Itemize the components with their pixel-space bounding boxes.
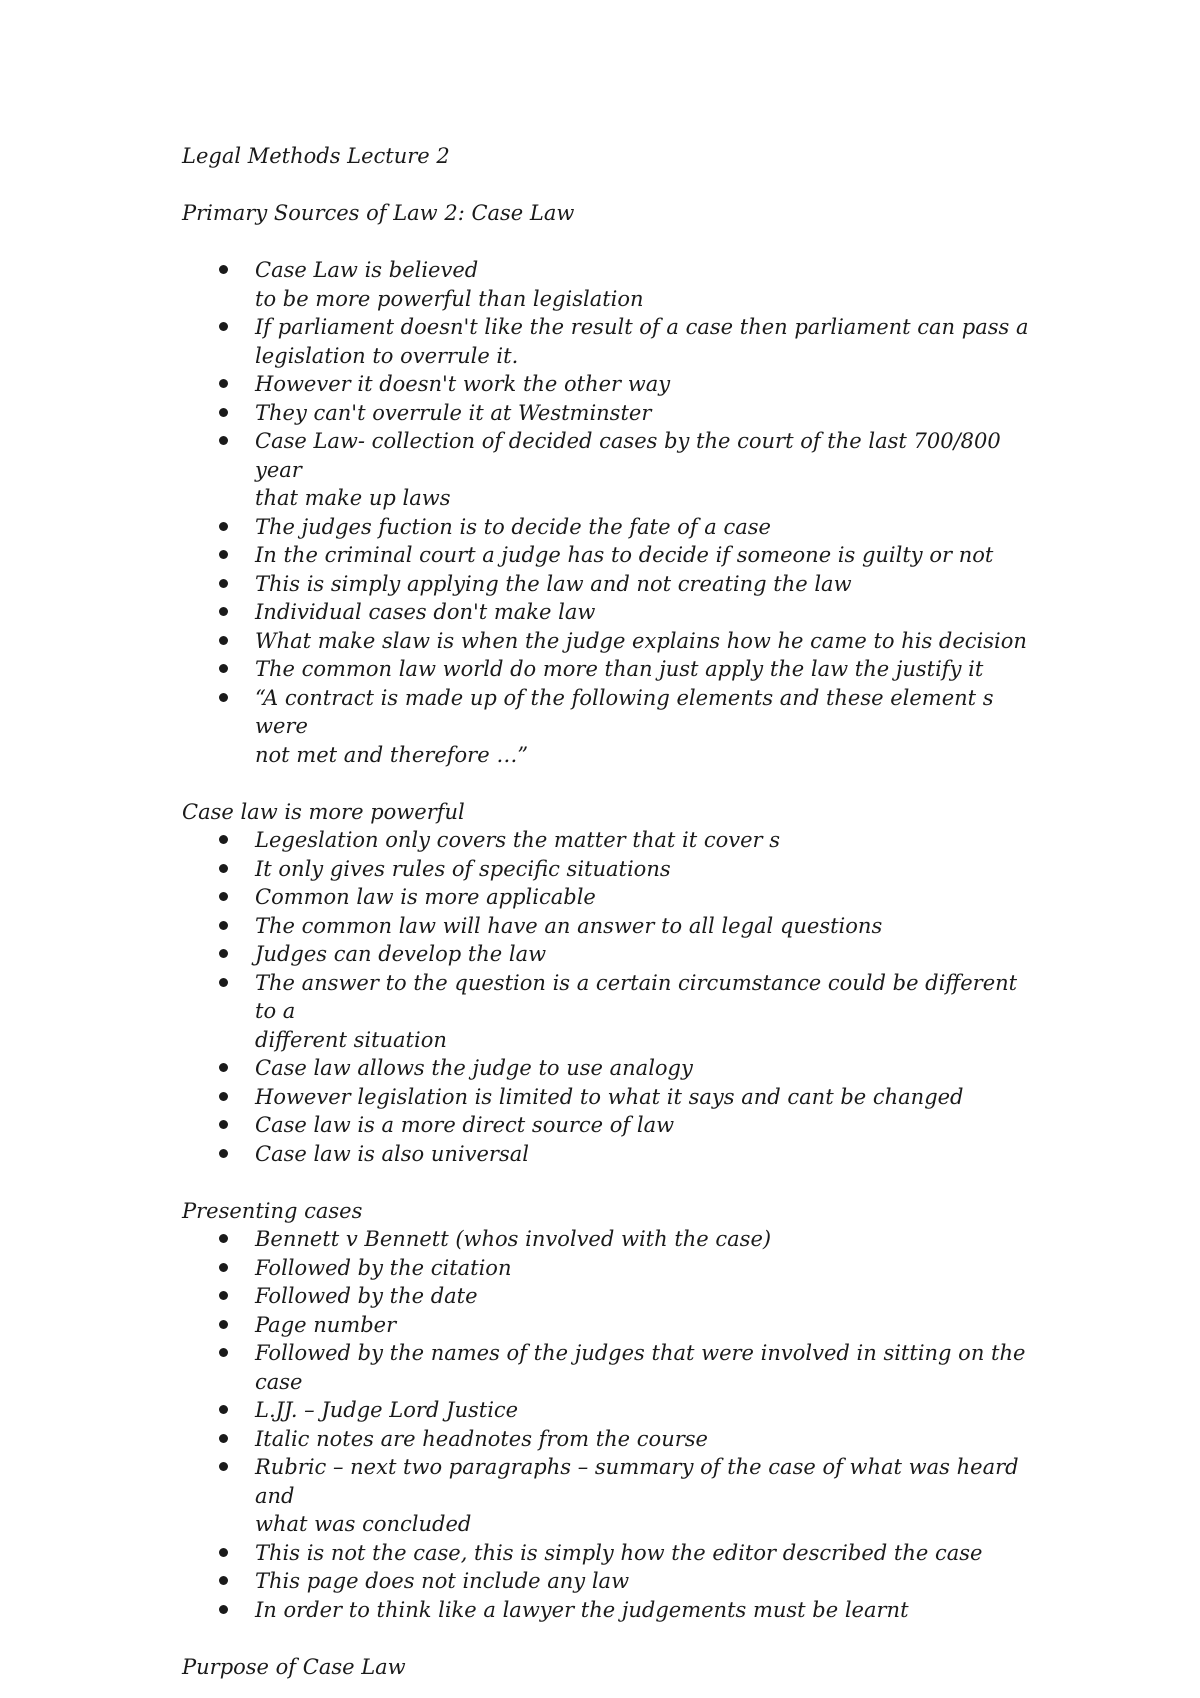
bullet-icon — [219, 1348, 228, 1357]
intro-bullet-list — [182, 256, 1042, 769]
list-item — [182, 427, 1042, 513]
list-item-text: Case law is also universal — [255, 1141, 529, 1166]
list-item-text: Italic notes are headnotes from the course — [255, 1426, 708, 1451]
bullet-icon — [219, 1063, 228, 1072]
bullet-icon — [219, 408, 228, 417]
bullet-icon — [219, 664, 228, 673]
bullet-icon — [219, 1149, 228, 1158]
bullet-icon — [219, 1092, 228, 1101]
list-item — [182, 370, 1042, 399]
list-item-text: In order to think like a lawyer the judgements must be learnt — [255, 1597, 909, 1622]
bullet-icon — [219, 1405, 228, 1414]
bullet-icon — [219, 1605, 228, 1614]
list-item-text: Case Law- collection of decided cases by the court of the last 700/800 year — [255, 429, 1001, 482]
document-page — [182, 142, 1042, 1681]
list-item — [182, 1567, 1042, 1596]
list-item — [182, 627, 1042, 656]
list-item — [182, 1282, 1042, 1311]
list-item — [182, 256, 1042, 313]
bullet-icon — [219, 1462, 228, 1471]
list-item — [182, 1083, 1042, 1112]
list-item-text: to be more powerful than legislation — [255, 286, 644, 311]
list-item-text: Case law allows the judge to use analogy — [255, 1056, 693, 1080]
bullet-icon — [219, 607, 228, 616]
list-item — [182, 541, 1042, 570]
list-item — [182, 969, 1042, 1055]
list-item-text: The common law world do more than just apply the law the justify it — [255, 657, 984, 681]
list-item-text: different situation — [255, 1027, 447, 1052]
list-item-text: Page number — [255, 1312, 397, 1337]
list-item-text: However it doesn't work the other way — [255, 372, 671, 396]
list-item-text: Case law is a more direct source of law — [255, 1113, 675, 1137]
list-item-text: Individual cases don't make law — [255, 600, 596, 624]
bullet-icon — [219, 1263, 228, 1272]
bullet-icon — [219, 636, 228, 645]
list-item — [182, 1453, 1042, 1539]
list-item — [182, 855, 1042, 884]
list-item — [182, 1425, 1042, 1454]
list-item — [182, 598, 1042, 627]
list-item-text: This page does not include any law — [255, 1569, 630, 1593]
list-item — [182, 513, 1042, 542]
bullet-icon — [219, 522, 228, 531]
list-item-text: Rubric – next two paragraphs – summary of the case of what was heard and — [255, 1455, 1019, 1508]
bullet-icon — [219, 835, 228, 844]
list-item — [182, 1254, 1042, 1283]
presenting-bullet-list — [182, 1225, 1042, 1624]
list-item — [182, 684, 1042, 770]
list-item — [182, 1396, 1042, 1425]
list-item-text: not met and therefore …” — [255, 742, 529, 767]
bullet-icon — [219, 1291, 228, 1300]
section-heading-presenting: Presenting cases — [182, 1198, 363, 1223]
list-item-text: “A contract is made up of the following elements and these element s were — [255, 685, 994, 738]
list-item-text: However legislation is limited to what it says and cant be changed — [255, 1084, 964, 1109]
list-item — [182, 1054, 1042, 1083]
bullet-icon — [219, 550, 228, 559]
list-item-text: If parliament doesn't like the result of a case then parliament can pass a — [255, 315, 1029, 339]
list-item-text: Bennett v Bennett (whos involved with the case) — [255, 1227, 772, 1251]
list-item-text: The judges fuction is to decide the fate of a case — [255, 514, 771, 539]
bullet-icon — [219, 949, 228, 958]
bullet-icon — [219, 579, 228, 588]
list-item-text: The answer to the question is a certain circumstance could be different to a — [255, 970, 1018, 1023]
list-item-text: Judges can develop the law — [255, 942, 547, 966]
list-item — [182, 1225, 1042, 1254]
list-item-text: This is simply applying the law and not creating the law — [255, 571, 852, 596]
list-item-text: In the criminal court a judge has to decide if someone is guilty or not — [255, 543, 994, 567]
section-heading-purpose: Purpose of Case Law — [182, 1654, 406, 1679]
bullet-icon — [219, 322, 228, 331]
list-item — [182, 940, 1042, 969]
list-item — [182, 570, 1042, 599]
bullet-icon — [219, 379, 228, 388]
list-item-text: Common law is more applicable — [255, 885, 596, 909]
list-item — [182, 399, 1042, 428]
list-item-text: What make slaw is when the judge explains how he came to his decision — [255, 628, 1027, 653]
document-title: Legal Methods Lecture 2 — [182, 144, 450, 168]
bullet-icon — [219, 1234, 228, 1243]
bullet-icon — [219, 1120, 228, 1129]
bullet-icon — [219, 864, 228, 873]
list-item-text: They can't overrule it at Westminster — [255, 400, 652, 425]
bullet-icon — [219, 1576, 228, 1585]
bullet-icon — [219, 693, 228, 702]
list-item-text: Legeslation only covers the matter that it cover s — [255, 828, 780, 852]
document-subtitle: Primary Sources of Law 2: Case Law — [182, 201, 575, 225]
list-item-text: that make up laws — [255, 486, 451, 510]
list-item — [182, 883, 1042, 912]
list-item-text: L.JJ. – Judge Lord Justice — [255, 1398, 519, 1422]
bullet-icon — [219, 265, 228, 274]
list-item-text: Followed by the citation — [255, 1255, 512, 1280]
list-item — [182, 1140, 1042, 1169]
list-item — [182, 1111, 1042, 1140]
list-item-text: legislation to overrule it. — [255, 343, 519, 368]
list-item — [182, 912, 1042, 941]
list-item-text: Case Law is believed — [255, 258, 479, 282]
bullet-icon — [219, 1548, 228, 1557]
list-item — [182, 1539, 1042, 1568]
list-item-text: The common law will have an answer to all legal questions — [255, 913, 883, 938]
bullet-icon — [219, 892, 228, 901]
section-heading-powerful: Case law is more powerful — [182, 799, 465, 824]
bullet-icon — [219, 978, 228, 987]
list-item — [182, 826, 1042, 855]
list-item-text: Followed by the names of the judges that were involved in sitting on the case — [255, 1341, 1026, 1394]
bullet-icon — [219, 1320, 228, 1329]
bullet-icon — [219, 921, 228, 930]
list-item — [182, 655, 1042, 684]
list-item — [182, 1339, 1042, 1396]
list-item-text: It only gives rules of specific situations — [255, 856, 671, 881]
list-item — [182, 313, 1042, 370]
list-item — [182, 1311, 1042, 1340]
list-item-text: what was concluded — [255, 1512, 472, 1536]
bullet-icon — [219, 436, 228, 445]
bullet-icon — [219, 1434, 228, 1443]
list-item-text: This is not the case, this is simply how the editor described the case — [255, 1540, 983, 1565]
list-item — [182, 1596, 1042, 1625]
list-item-text: Followed by the date — [255, 1284, 478, 1308]
powerful-bullet-list — [182, 826, 1042, 1168]
